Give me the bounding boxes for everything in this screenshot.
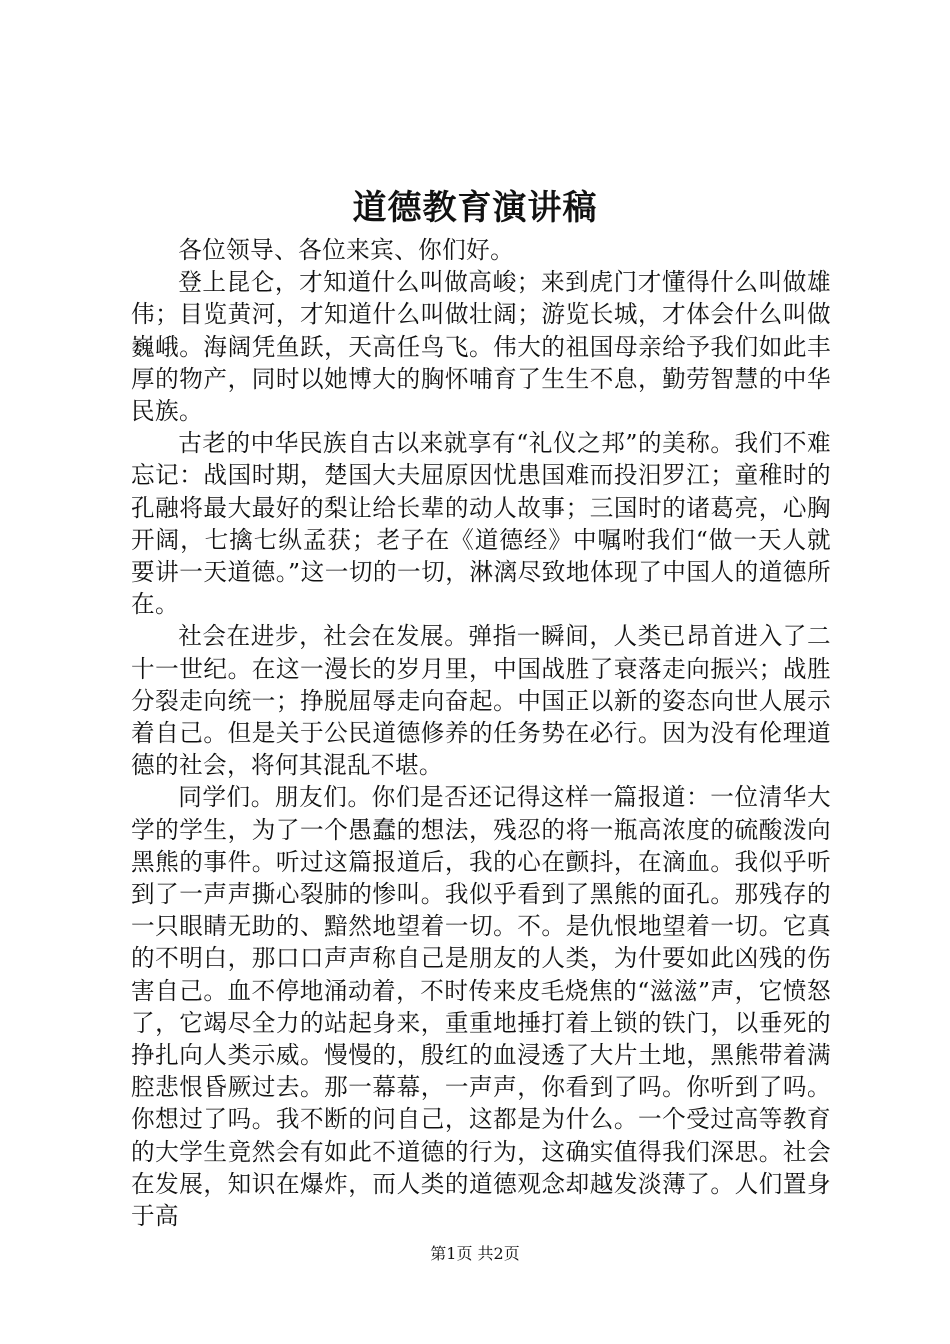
- page-number-footer: 第1页 共2页: [430, 1244, 520, 1263]
- paragraph-greeting: 各位领导、各位来宾、你们好。: [178, 236, 515, 264]
- paragraph: 古老的中华民族自古以来就享有“礼仪之邦”的美称。我们不难忘记：战国时期，楚国大夫屈原因忧患国难而投汨罗江；童稚时的孔融将最大最好的梨让给长辈的动人故事；三国时的诸葛亮，心胸开阔，七擒七纵孟获；老子在《道德经》中嘱咐我们“做一天人就要讲一天道德。”这一切的一切，淋漓尽致地体现了中国人的道德所在。: [131, 429, 831, 619]
- document-title: 道德教育演讲稿: [352, 188, 598, 228]
- paragraph: 登上昆仑，才知道什么叫做高峻；来到虎门才懂得什么叫做雄伟；目览黄河，才知道什么叫做壮阔；游览长城，才体会什么叫做巍峨。海阔凭鱼跃，天高任鸟飞。伟大的祖国母亲给予我们如此丰厚的物产，同时以她博大的胸怀哺育了生生不息，勤劳智慧的中华民族。: [131, 268, 831, 426]
- paragraph: 同学们。朋友们。你们是否还记得这样一篇报道：一位清华大学的学生，为了一个愚蠢的想法，残忍的将一瓶高浓度的硫酸泼向黑熊的事件。听过这篇报道后，我的心在颤抖，在滴血。我似乎听到了一声声撕心裂肺的惨叫。我似乎看到了黑熊的面孔。那残存的一只眼睛无助的、黯然地望着一切。不。是仇恨地望着一切。它真的不明白，那口口声声称自己是朋友的人类，为什要如此凶残的伤害自己。血不停地涌动着，不时传来皮毛烧焦的“滋滋”声，它愤怒了，它竭尽全力的站起身来，重重地捶打着上锁的铁门，以垂死的挣扎向人类示威。慢慢的，殷红的血浸透了大片土地，黑熊带着满腔悲恨昏厥过去。那一幕幕，一声声，你看到了吗。你听到了吗。你想过了吗。我不断的问自己，这都是为什么。一个受过高等教育的大学生竟然会有如此不道德的行为，这确实值得我们深思。社会在发展，知识在爆炸，而人类的道德观念却越发淡薄了。人们置身于高: [131, 783, 831, 1231]
- paragraph: 社会在进步，社会在发展。弹指一瞬间，人类已昂首进入了二十一世纪。在这一漫长的岁月里，中国战胜了衰落走向振兴；战胜分裂走向统一；挣脱屈辱走向奋起。中国正以新的姿态向世人展示着自己。但是关于公民道德修养的任务势在必行。因为没有伦理道德的社会，将何其混乱不堪。: [131, 622, 831, 780]
- document-body: [131, 234, 831, 1232]
